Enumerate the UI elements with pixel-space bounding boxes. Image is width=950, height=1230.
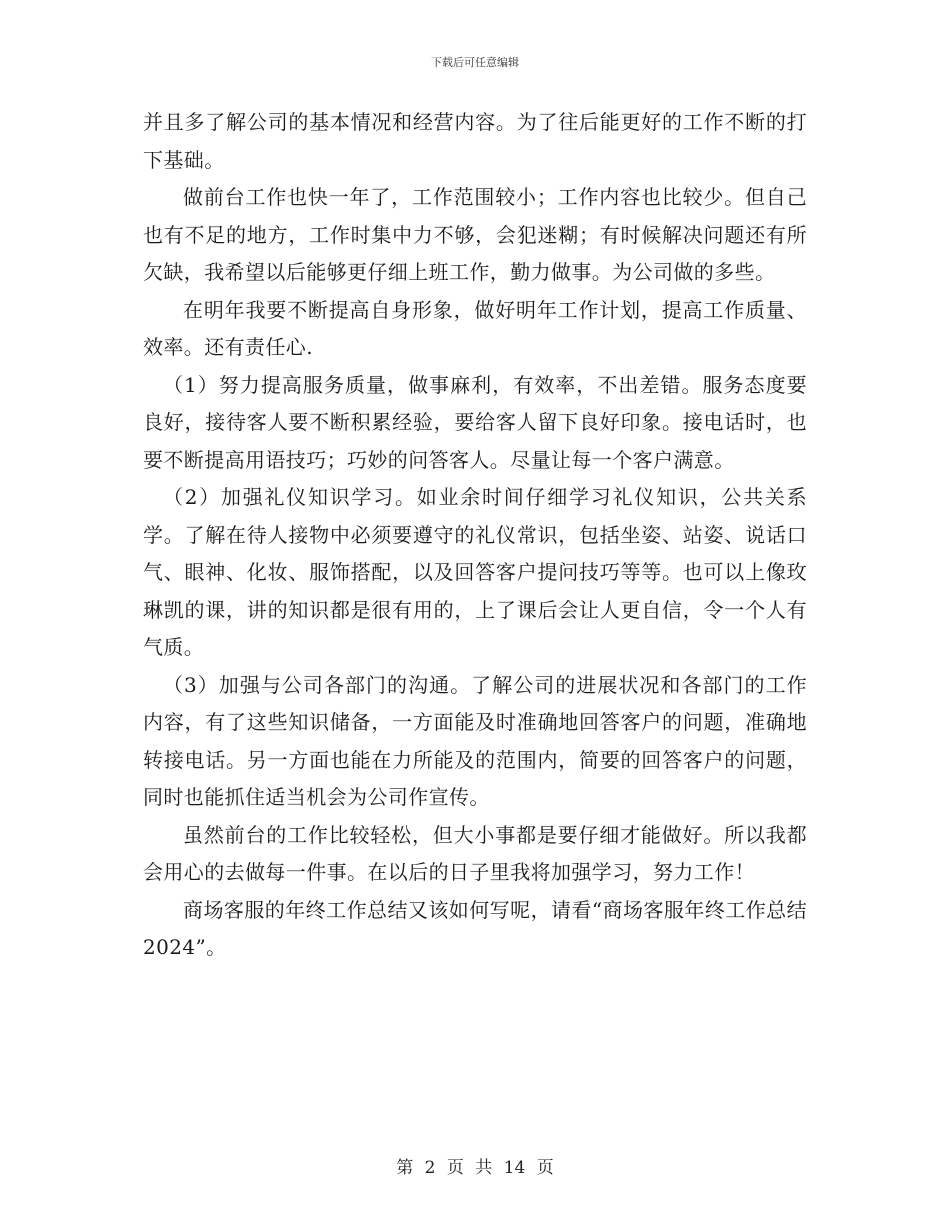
paragraph-work-review: 做前台工作也快一年了，工作范围较小；工作内容也比较少。但自己也有不足的地方，工作时集中力不够，会犯迷糊；有时候解决问题还有所欠缺，我希望以后能够更仔细上班工作，勤力做事。为公司做的多些。 (143, 185, 807, 284)
paragraph-next-year-plan: 在明年我要不断提高自身形象，做好明年工作计划，提高工作质量、效率。还有责任心. (143, 297, 807, 359)
paragraph-related-article: 商场客服的年终工作总结又该如何写呢，请看“商场客服年终工作总结2024”。 (143, 897, 807, 959)
list-item-department-communication: （3）加强与公司各部门的沟通。了解公司的进展状况和各部门的工作内容，有了这些知识储备，一方面能及时准确地回答客户的问题，准确地转接电话。另一方面也能在力所能及的范围内，简要的回答客户的问题，同时也能抓住适当机会为公司作宣传。 (143, 672, 807, 809)
list-item-etiquette-study: （2）加强礼仪知识学习。如业余时间仔细学习礼仪知识，公共关系学。了解在待人接物中必须要遵守的礼仪常识，包括坐姿、站姿、说话口气、眼神、化妆、服饰搭配，以及回答客户提问技巧等等。也可以上像玫琳凯的课，讲的知识都是很有用的，上了课后会让人更自信，令一个人有气质。 (143, 485, 807, 659)
paragraph-conclusion: 虽然前台的工作比较轻松，但大小事都是要仔细才能做好。所以我都会用心的去做每一件事。在以后的日子里我将加强学习，努力工作！ (143, 822, 807, 884)
page-number: 第 2 页 共 14 页 (396, 1158, 554, 1178)
list-item-service-quality: （1）努力提高服务质量，做事麻利，有效率，不出差错。服务态度要良好，接待客人要不断积累经验，要给客人留下良好印象。接电话时，也要不断提高用语技巧；巧妙的问答客人。尽量让每一个客户满意。 (143, 372, 807, 472)
page-header-note: 下载后可任意编辑 (431, 56, 519, 69)
document-body (143, 104, 807, 967)
paragraph-continuation: 并且多了解公司的基本情况和经营内容。为了往后能更好的工作不断的打下基础。 (143, 110, 807, 172)
